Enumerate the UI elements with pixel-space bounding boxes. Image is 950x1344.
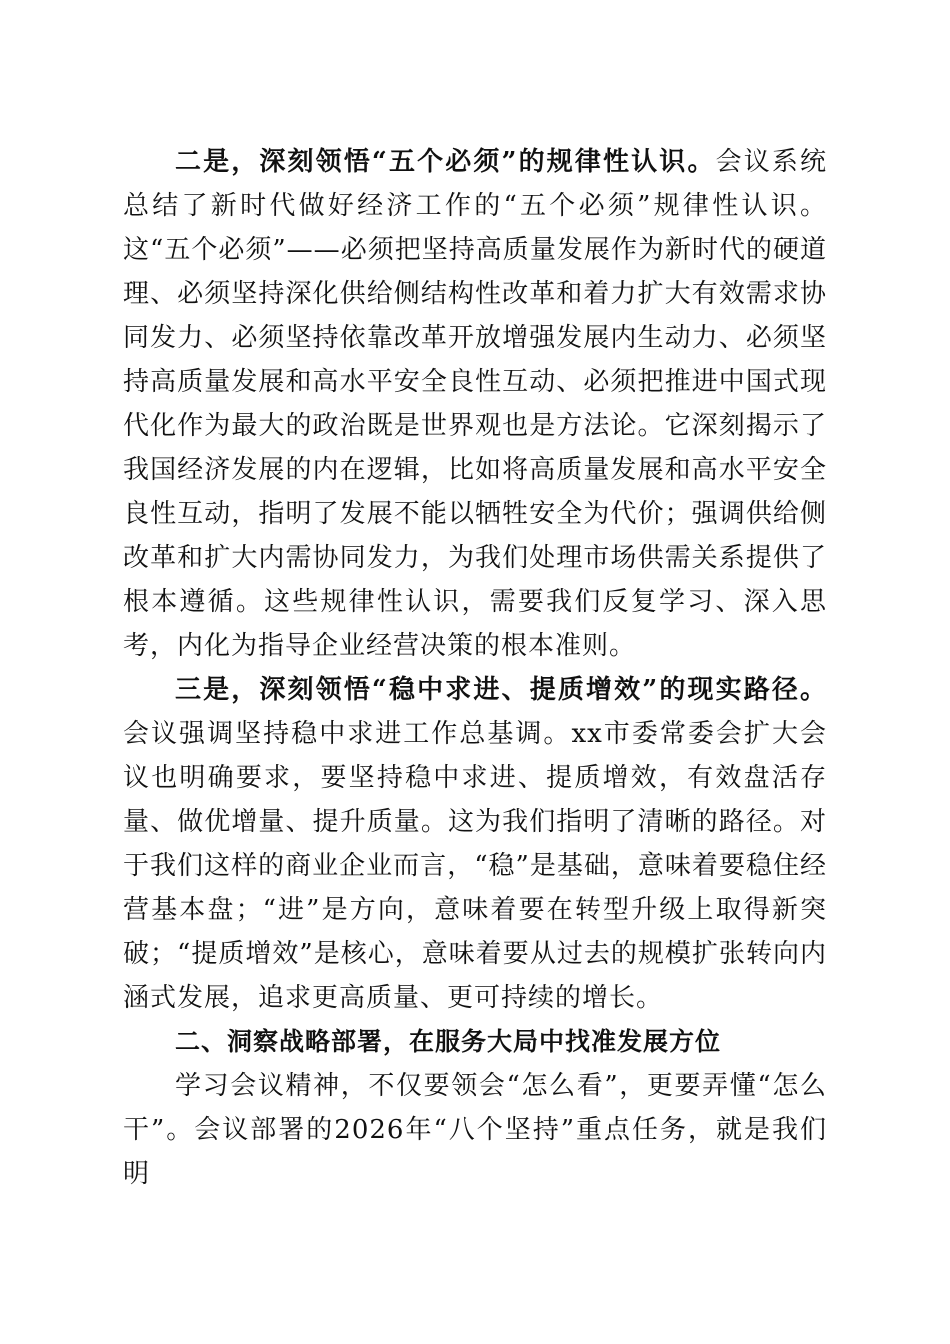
paragraph-three bbox=[123, 668, 827, 1020]
paragraph-three-lead: 三是，深刻领悟“稳中求进、提质增效”的现实路径。 bbox=[175, 675, 827, 705]
paragraph-two-lead: 二是，深刻领悟“五个必须”的规律性认识。 bbox=[175, 147, 716, 177]
final-paragraph: 学习会议精神，不仅要领会“怎么看”，更要弄懂“怎么干”。会议部署的2026年“八个坚持”重点任务，就是我们明 bbox=[123, 1071, 827, 1189]
paragraph-three-body: 会议强调坚持稳中求进工作总基调。xx市委常委会扩大会议也明确要求，要坚持稳中求进、提质增效，有效盘活存量、做优增量、提升质量。这为我们指明了清晰的路径。对于我们这样的商业企业而言，“稳”是基础，意味着要稳住经营基本盘；“进”是方向，意味着要在转型升级上取得新突破；“提质增效”是核心，意味着要从过去的规模扩张转向内涵式发展，追求更高质量、更可持续的增长。 bbox=[123, 719, 827, 1013]
section-heading: 二、洞察战略部署，在服务大局中找准发展方位 bbox=[175, 1027, 722, 1056]
paragraph-two bbox=[123, 140, 827, 668]
document-page bbox=[123, 140, 827, 1196]
paragraph-two-body: 会议系统总结了新时代做好经济工作的“五个必须”规律性认识。这“五个必须”——必须把坚持高质量发展作为新时代的硬道理、必须坚持深化供给侧结构性改革和着力扩大有效需求协同发力、必须坚持依靠改革开放增强发展内生动力、必须坚持高质量发展和高水平安全良性互动、必须把推进中国式现代化作为最大的政治既是世界观也是方法论。它深刻揭示了我国经济发展的内在逻辑，比如将高质量发展和高水平安全良性互动，指明了发展不能以牺牲安全为代价；强调供给侧改革和扩大内需协同发力，为我们处理市场供需关系提供了根本遵循。这些规律性认识，需要我们反复学习、深入思考，内化为指导企业经营决策的根本准则。 bbox=[123, 147, 827, 661]
